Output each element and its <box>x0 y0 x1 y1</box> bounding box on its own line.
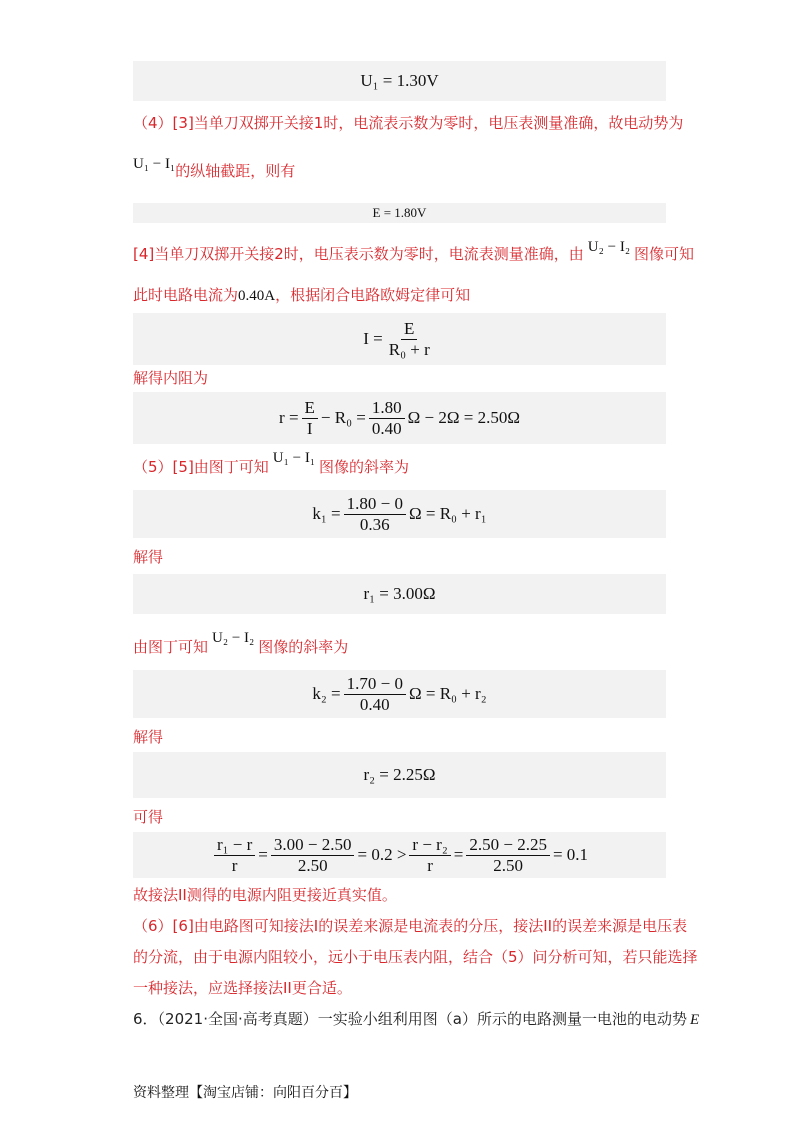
paragraph-4b <box>133 156 296 183</box>
fraction <box>409 835 450 876</box>
equation-r2 <box>133 752 666 798</box>
equation-k2 <box>133 670 666 718</box>
fraction-denominator: 2.50 <box>493 855 524 875</box>
fraction-numerator: r₁ − r <box>214 835 255 856</box>
inline-math: U₂ − I₂ <box>212 630 255 646</box>
fraction <box>214 835 255 876</box>
paragraph-conclusion: 故接法II测得的电源内阻更接近真实值。 <box>133 886 397 904</box>
fraction-numerator: E <box>401 319 417 340</box>
equation-text: r₂ = 2.25Ω <box>363 765 436 784</box>
paragraph-4c <box>133 239 695 266</box>
equation-lhs: r = <box>279 408 299 427</box>
equation-rhs: Ω = R₀ + r₂ <box>408 684 487 703</box>
fraction <box>369 398 405 439</box>
equation-k1 <box>133 490 666 538</box>
fraction <box>344 674 406 715</box>
fraction-denominator: 0.40 <box>359 694 390 714</box>
inline-math: U₂ − I₂ <box>587 239 631 255</box>
fraction-numerator: 1.80 <box>369 398 405 419</box>
paragraph-text: 由图丁可知 <box>133 638 209 656</box>
paragraph-solve-r: 解得内阻为 <box>133 369 209 387</box>
equation-text: E = 1.80V <box>372 205 427 220</box>
paragraph-6 <box>133 630 349 659</box>
paragraph-6-line1: （6）[6]由电路图可知接法I的误差来源是电流表的分压，接法II的误差来源是电压表 <box>133 917 688 935</box>
question-text: 6．（2021·全国·高考真题）一实验小组利用图（a）所示的电路测量一电池的电动势 <box>133 1010 687 1028</box>
equation-lhs: k₁ = <box>312 504 341 523</box>
fraction-denominator: 0.40 <box>371 418 402 438</box>
fraction-numerator: 2.50 − 2.25 <box>466 835 550 856</box>
equation-lhs: k₂ = <box>312 684 341 703</box>
paragraph-text: ，根据闭合电路欧姆定律可知 <box>275 286 471 304</box>
paragraph-solve-1: 解得 <box>133 548 164 566</box>
paragraph-kede: 可得 <box>133 808 164 826</box>
equation-rhs: Ω − 2Ω = 2.50Ω <box>407 408 520 427</box>
equation-op: = <box>453 845 464 864</box>
equation-u1 <box>133 61 666 101</box>
paragraph-6-line2: 的分流，由于电源内阻较小，远小于电压表内阻，结合（5）问分析可知，若只能选择 <box>133 948 698 966</box>
equation-r <box>133 392 666 444</box>
fraction <box>302 398 318 439</box>
paragraph-5 <box>133 450 410 479</box>
paragraph-text: 图像的斜率为 <box>258 638 349 656</box>
fraction-denominator: r <box>231 855 238 875</box>
equation-mid: − R₀ = <box>320 408 366 427</box>
equation-lhs: I = <box>363 329 383 348</box>
inline-math: U₁ − I₁ <box>272 450 316 466</box>
fraction-numerator: E <box>302 398 318 419</box>
paragraph-text: 图像的斜率为 <box>319 458 410 476</box>
inline-math: E <box>689 1012 700 1028</box>
fraction-denominator: 2.50 <box>297 855 328 875</box>
fraction <box>344 494 406 535</box>
fraction-numerator: 3.00 − 2.50 <box>271 835 355 856</box>
equation-text: U₁ = 1.30V <box>360 71 439 90</box>
paragraph-6-line3: 一种接法，应选择接法II更合适。 <box>133 979 352 997</box>
fraction-numerator: r − r₂ <box>409 835 450 856</box>
fraction <box>271 835 355 876</box>
paragraph-solve-2: 解得 <box>133 728 164 746</box>
paragraph-4d <box>133 284 470 307</box>
question-6 <box>133 1008 699 1031</box>
paragraph-text: [4]当单刀双掷开关接2时，电压表示数为零时，电流表测量准确，由 <box>133 245 584 263</box>
fraction <box>386 319 433 360</box>
equation-text: r₁ = 3.00Ω <box>363 584 436 603</box>
fraction-numerator: 1.80 − 0 <box>344 494 406 515</box>
fraction-numerator: 1.70 − 0 <box>344 674 406 695</box>
equation-ohm-law <box>133 313 666 365</box>
paragraph-text: （5）[5]由图丁可知 <box>133 458 269 476</box>
equation-compare <box>133 832 666 878</box>
inline-math: 0.40A <box>238 288 276 304</box>
paragraph-text: 的纵轴截距，则有 <box>175 162 296 180</box>
fraction-denominator: r <box>427 855 433 875</box>
fraction-denominator: 0.36 <box>359 514 390 534</box>
paragraph-text: 此时电路电流为 <box>133 286 239 304</box>
fraction-denominator: R₀ + r <box>388 339 430 359</box>
footer-note: 资料整理【淘宝店铺：向阳百分百】 <box>133 1085 357 1101</box>
equation-op: = 0.2 > <box>357 845 407 864</box>
paragraph-text: 图像可知 <box>634 245 695 263</box>
equation-rhs: Ω = R₀ + r₁ <box>408 504 487 523</box>
equation-e <box>133 203 666 223</box>
fraction-denominator: I <box>306 418 313 438</box>
equation-r1 <box>133 574 666 614</box>
equation-op: = <box>258 845 268 864</box>
equation-op: = 0.1 <box>552 845 589 864</box>
paragraph-4a: （4）[3]当单刀双掷开关接1时，电流表示数为零时，电压表测量准确，故电动势为 <box>133 114 684 132</box>
inline-math: U₁ − I₁ <box>133 156 176 172</box>
fraction <box>466 835 550 876</box>
